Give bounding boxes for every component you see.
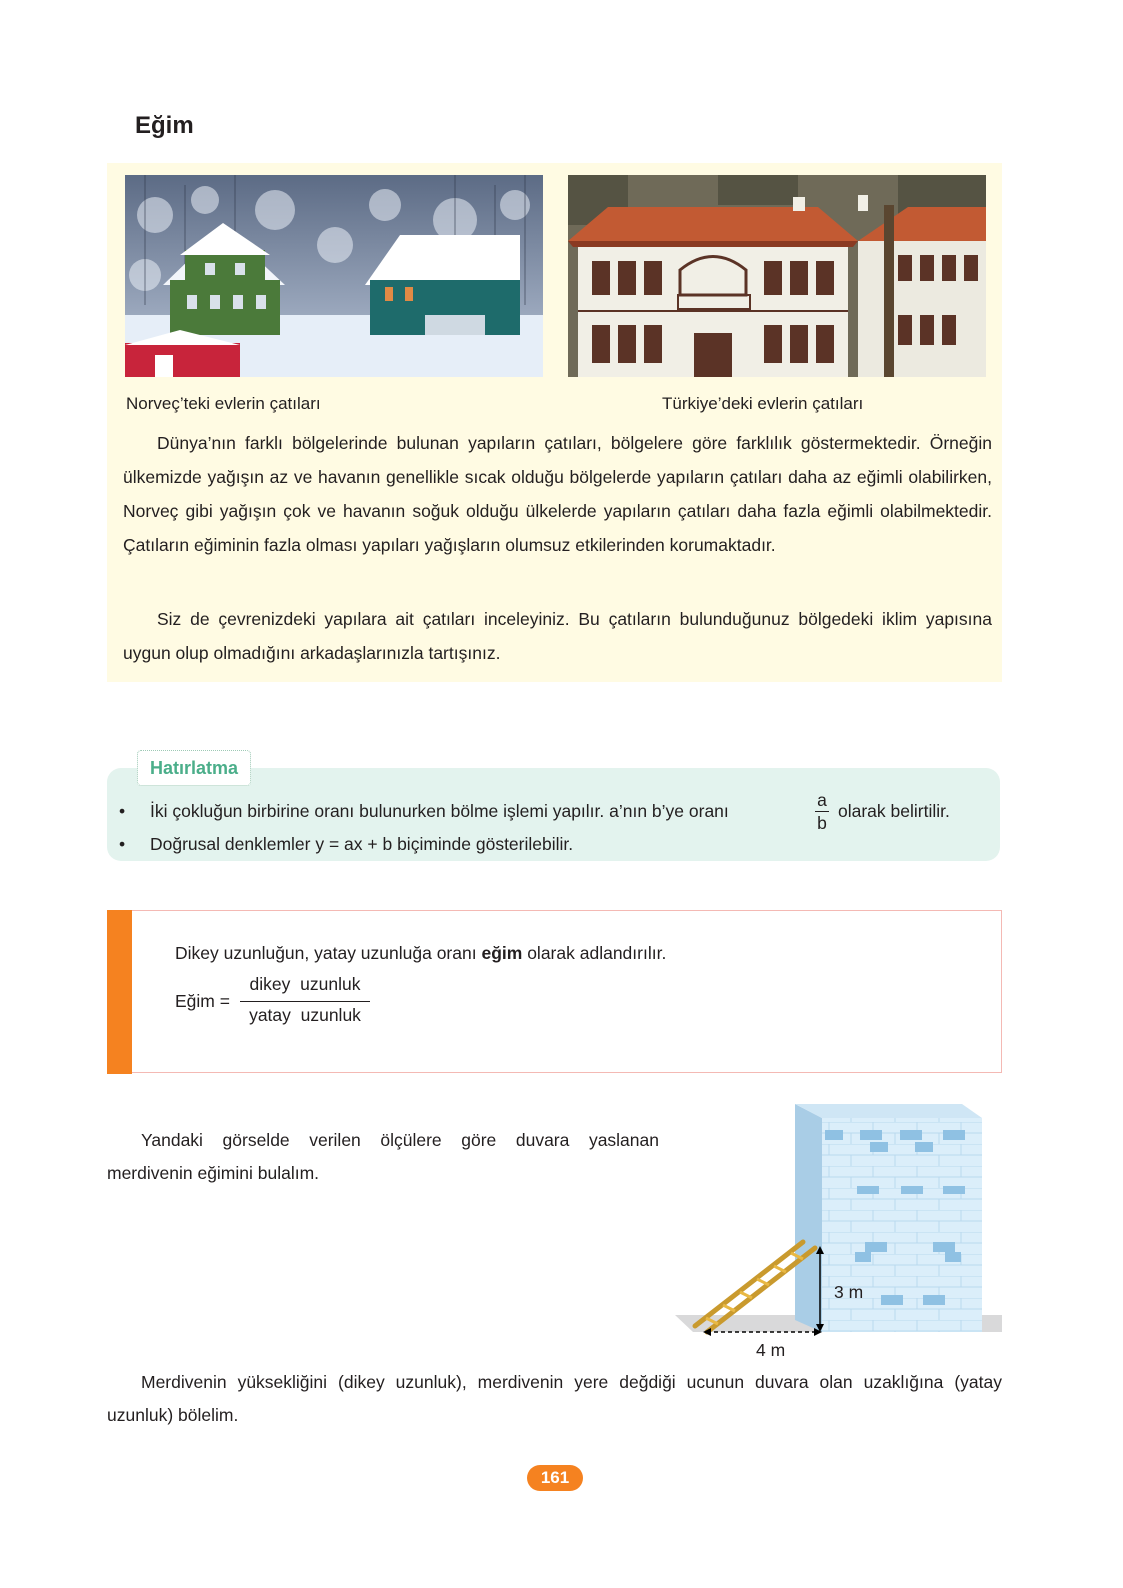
fraction-bar — [815, 811, 829, 812]
definition-post: olarak adlandırılır. — [527, 943, 667, 963]
norway-houses-photo — [125, 175, 543, 377]
definition-accent-stripe — [107, 910, 132, 1074]
page-title: Eğim — [135, 112, 194, 139]
formula-fraction-bar — [240, 1001, 370, 1002]
bullet-1: • — [119, 801, 126, 821]
reminder-label: Hatırlatma — [137, 750, 251, 786]
definition-sentence — [175, 943, 666, 964]
definition-term: eğim — [481, 943, 523, 963]
height-label: 3 m — [834, 1282, 864, 1302]
bullet-2: • — [119, 834, 126, 854]
reminder-item-1-text: İki çokluğun birbirine oranı bulunurken bölme işlemi yapılır. a’nın b’ye oranı — [150, 801, 729, 821]
distance-label: 4 m — [756, 1340, 786, 1360]
formula-label: Eğim = — [175, 991, 230, 1011]
caption-norway: Norveç’teki evlerin çatıları — [126, 394, 321, 413]
turkey-houses-photo — [568, 175, 986, 377]
example-text: Yandaki görselde verilen ölçülere göre duvara yaslanan merdivenin eğimini bulalım. — [107, 1130, 659, 1183]
followup-paragraph: Merdivenin yüksekliğini (dikey uzunluk), merdivenin yere değdiği ucunun duvara olan uzaklığına (yatay uzunluk) bölelim. — [107, 1372, 1002, 1425]
ratio-fraction — [812, 790, 832, 833]
formula-denominator: yatay uzunluk — [249, 1005, 361, 1025]
intro-paragraph-1: Dünya’nın farklı bölgelerinde bulunan yapıların çatıları, bölgelere göre farklılık göstermektedir. Örneğin ülkemizde yağışın az ve havanın genellikle sıcak olduğu bölgelerde yapıların çatıları daha az eğimli olabilirken, Norveç gibi yağışın çok ve havanın soğuk olduğu ülkelerde yapıların çatıları daha fazla eğimli olabilmektedir. Çatıların eğiminin fazla olması yapıları yağışların olumsuz etkilerinden korumaktadır. — [123, 433, 992, 555]
formula-numerator: dikey uzunluk — [249, 974, 361, 994]
definition-pre: Dikey uzunluğun, yatay uzunluğa oranı — [175, 943, 477, 963]
fraction-denominator: b — [817, 813, 827, 833]
reminder-item-2-text: Doğrusal denklemler y = ax + b biçiminde gösterilebilir. — [150, 834, 574, 854]
caption-turkey: Türkiye’deki evlerin çatıları — [662, 394, 864, 413]
reminder-item-1-suffix: olarak belirtilir. — [838, 801, 950, 821]
ladder-wall-illustration — [675, 1100, 1005, 1370]
page-number: 161 — [527, 1465, 583, 1491]
fraction-numerator: a — [817, 790, 827, 810]
intro-paragraph-2: Siz de çevrenizdeki yapılara ait çatıları inceleyiniz. Bu çatıların bulunduğunuz bölgedeki iklim yapısına uygun olup olmadığını arkadaşlarınızla tartışınız. — [123, 609, 992, 663]
